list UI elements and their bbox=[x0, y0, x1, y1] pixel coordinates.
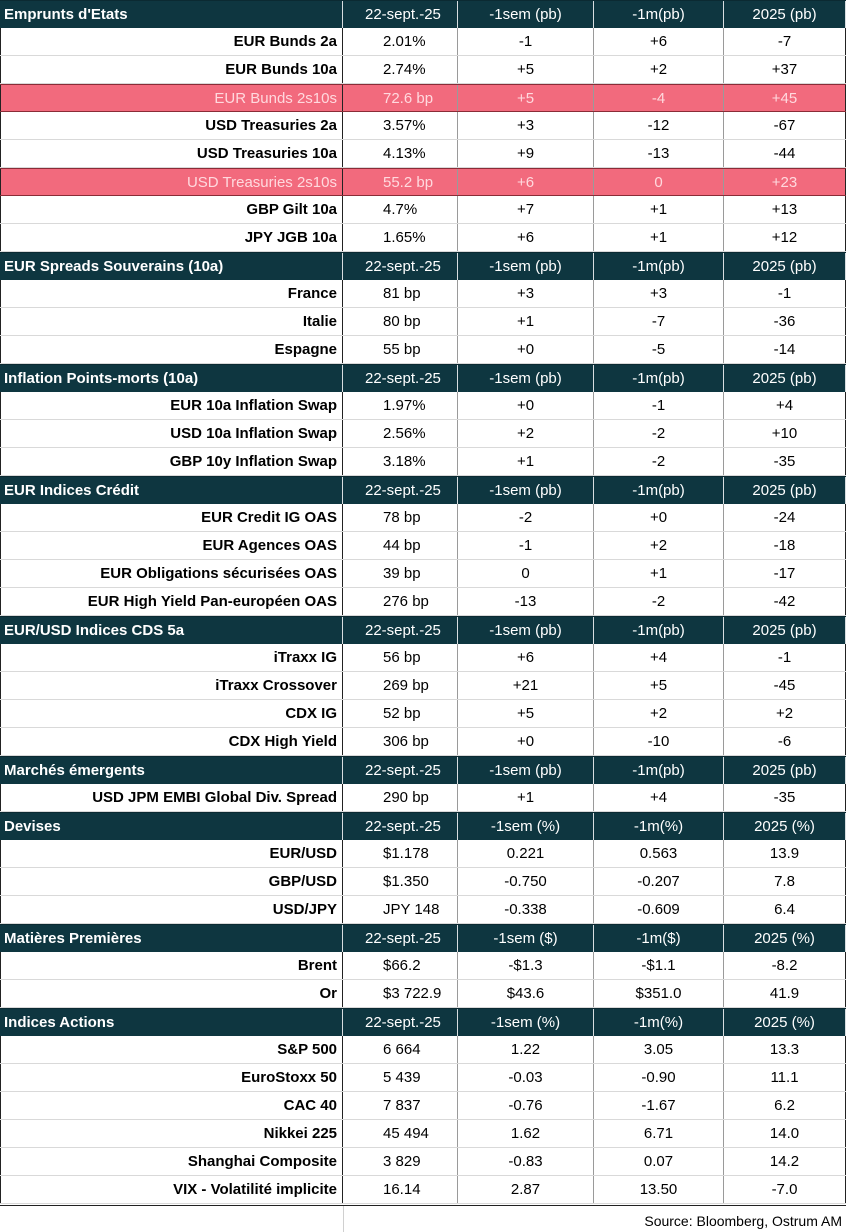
table-row bbox=[0, 336, 846, 364]
value-cell: 55 bp bbox=[343, 336, 458, 363]
value-cell: 78 bp bbox=[343, 504, 458, 531]
value-cell: -0.90 bbox=[594, 1064, 724, 1091]
table-row bbox=[0, 56, 846, 84]
column-header: 2025 (pb) bbox=[724, 477, 846, 504]
value-cell: 0 bbox=[594, 169, 724, 195]
value-cell: -0.338 bbox=[458, 896, 594, 923]
value-cell: 2.87 bbox=[458, 1176, 594, 1203]
row-label: iTraxx IG bbox=[0, 644, 343, 671]
column-header: 2025 (pb) bbox=[724, 1, 846, 28]
table-row bbox=[0, 672, 846, 700]
table-row bbox=[0, 224, 846, 252]
value-cell: +1 bbox=[458, 308, 594, 335]
column-header: 2025 (%) bbox=[724, 925, 846, 952]
table-row bbox=[0, 560, 846, 588]
row-label: VIX - Volatilité implicite bbox=[0, 1176, 343, 1203]
value-cell: -35 bbox=[724, 448, 846, 475]
column-header: -1m(pb) bbox=[594, 1, 724, 28]
value-cell: -1 bbox=[724, 280, 846, 307]
column-header: -1sem (pb) bbox=[458, 757, 594, 784]
column-header: -1m($) bbox=[594, 925, 724, 952]
value-cell: +23 bbox=[724, 169, 846, 195]
table-row bbox=[0, 952, 846, 980]
value-cell: 7 837 bbox=[343, 1092, 458, 1119]
column-header: -1m(pb) bbox=[594, 477, 724, 504]
value-cell: +10 bbox=[724, 420, 846, 447]
value-cell: +2 bbox=[594, 532, 724, 559]
value-cell: 4.7% bbox=[343, 196, 458, 223]
section-title: Indices Actions bbox=[0, 1009, 343, 1036]
value-cell: +2 bbox=[724, 700, 846, 727]
value-cell: 0.07 bbox=[594, 1148, 724, 1175]
value-cell: +3 bbox=[458, 112, 594, 139]
value-cell: 55.2 bp bbox=[343, 169, 458, 195]
value-cell: 6 664 bbox=[343, 1036, 458, 1063]
row-label: USD 10a Inflation Swap bbox=[0, 420, 343, 447]
table-row bbox=[0, 1064, 846, 1092]
value-cell: 14.2 bbox=[724, 1148, 846, 1175]
value-cell: +5 bbox=[458, 700, 594, 727]
row-label: EUR Agences OAS bbox=[0, 532, 343, 559]
value-cell: 5 439 bbox=[343, 1064, 458, 1091]
source-row bbox=[0, 1206, 846, 1232]
value-cell: -$1.1 bbox=[594, 952, 724, 979]
value-cell: -67 bbox=[724, 112, 846, 139]
value-cell: -1 bbox=[458, 532, 594, 559]
row-label: EUR/USD bbox=[0, 840, 343, 867]
table-row-highlighted bbox=[0, 84, 846, 112]
value-cell: 2.74% bbox=[343, 56, 458, 83]
value-cell: -13 bbox=[458, 588, 594, 615]
row-label: USD/JPY bbox=[0, 896, 343, 923]
value-cell: 52 bp bbox=[343, 700, 458, 727]
value-cell: JPY 148 bbox=[343, 896, 458, 923]
value-cell: -0.76 bbox=[458, 1092, 594, 1119]
section-header bbox=[0, 252, 846, 280]
value-cell: +5 bbox=[458, 56, 594, 83]
column-header: 2025 (%) bbox=[724, 1009, 846, 1036]
section-header bbox=[0, 0, 846, 28]
value-cell: +1 bbox=[594, 224, 724, 251]
section-title: Matières Premières bbox=[0, 925, 343, 952]
value-cell: 3.18% bbox=[343, 448, 458, 475]
column-header: 22-sept.-25 bbox=[343, 813, 458, 840]
value-cell: +6 bbox=[594, 28, 724, 55]
table-row bbox=[0, 1092, 846, 1120]
value-cell: -7 bbox=[724, 28, 846, 55]
column-header: 2025 (pb) bbox=[724, 365, 846, 392]
section-header bbox=[0, 364, 846, 392]
column-header: 2025 (pb) bbox=[724, 757, 846, 784]
row-label: GBP/USD bbox=[0, 868, 343, 895]
row-label: EUR Credit IG OAS bbox=[0, 504, 343, 531]
value-cell: -0.207 bbox=[594, 868, 724, 895]
table-row bbox=[0, 840, 846, 868]
column-header: 22-sept.-25 bbox=[343, 757, 458, 784]
value-cell: 41.9 bbox=[724, 980, 846, 1007]
value-cell: 44 bp bbox=[343, 532, 458, 559]
column-header: 22-sept.-25 bbox=[343, 1, 458, 28]
value-cell: $66.2 bbox=[343, 952, 458, 979]
table-row bbox=[0, 392, 846, 420]
row-label: GBP 10y Inflation Swap bbox=[0, 448, 343, 475]
table-row bbox=[0, 196, 846, 224]
column-header: 22-sept.-25 bbox=[343, 1009, 458, 1036]
table-row bbox=[0, 1148, 846, 1176]
section-title: EUR Spreads Souverains (10a) bbox=[0, 253, 343, 280]
column-header: 2025 (pb) bbox=[724, 253, 846, 280]
value-cell: +1 bbox=[594, 196, 724, 223]
row-label: GBP Gilt 10a bbox=[0, 196, 343, 223]
section-header bbox=[0, 812, 846, 840]
row-label: Brent bbox=[0, 952, 343, 979]
section-header bbox=[0, 924, 846, 952]
table-row bbox=[0, 644, 846, 672]
value-cell: 2.01% bbox=[343, 28, 458, 55]
value-cell: 3.05 bbox=[594, 1036, 724, 1063]
column-header: -1sem (pb) bbox=[458, 365, 594, 392]
row-label: CDX High Yield bbox=[0, 728, 343, 755]
value-cell: 3.57% bbox=[343, 112, 458, 139]
value-cell: 269 bp bbox=[343, 672, 458, 699]
column-header: 22-sept.-25 bbox=[343, 617, 458, 644]
row-label: JPY JGB 10a bbox=[0, 224, 343, 251]
value-cell: -44 bbox=[724, 140, 846, 167]
value-cell: -2 bbox=[594, 588, 724, 615]
column-header: -1m(pb) bbox=[594, 365, 724, 392]
value-cell: $3 722.9 bbox=[343, 980, 458, 1007]
column-header: -1sem (pb) bbox=[458, 617, 594, 644]
value-cell: -0.03 bbox=[458, 1064, 594, 1091]
value-cell: +6 bbox=[458, 169, 594, 195]
value-cell: +3 bbox=[594, 280, 724, 307]
value-cell: -5 bbox=[594, 336, 724, 363]
value-cell: +1 bbox=[458, 448, 594, 475]
table-row bbox=[0, 1120, 846, 1148]
section-title: EUR Indices Crédit bbox=[0, 477, 343, 504]
value-cell: +12 bbox=[724, 224, 846, 251]
column-header: 22-sept.-25 bbox=[343, 365, 458, 392]
row-label: Nikkei 225 bbox=[0, 1120, 343, 1147]
value-cell: -4 bbox=[594, 85, 724, 111]
value-cell: -0.83 bbox=[458, 1148, 594, 1175]
value-cell: -2 bbox=[594, 420, 724, 447]
row-label: EUR Bunds 2s10s bbox=[0, 85, 343, 111]
column-header: -1sem ($) bbox=[458, 925, 594, 952]
value-cell: +4 bbox=[594, 644, 724, 671]
value-cell: 13.50 bbox=[594, 1176, 724, 1203]
value-cell: $351.0 bbox=[594, 980, 724, 1007]
row-label: Espagne bbox=[0, 336, 343, 363]
value-cell: -0.609 bbox=[594, 896, 724, 923]
column-header: -1sem (pb) bbox=[458, 1, 594, 28]
row-label: USD JPM EMBI Global Div. Spread bbox=[0, 784, 343, 811]
row-label: CAC 40 bbox=[0, 1092, 343, 1119]
value-cell: 11.1 bbox=[724, 1064, 846, 1091]
value-cell: -1 bbox=[594, 392, 724, 419]
value-cell: +2 bbox=[458, 420, 594, 447]
value-cell: -7 bbox=[594, 308, 724, 335]
value-cell: +0 bbox=[458, 392, 594, 419]
column-header: 22-sept.-25 bbox=[343, 253, 458, 280]
value-cell: 276 bp bbox=[343, 588, 458, 615]
value-cell: 3 829 bbox=[343, 1148, 458, 1175]
value-cell: -10 bbox=[594, 728, 724, 755]
value-cell: -45 bbox=[724, 672, 846, 699]
value-cell: 72.6 bp bbox=[343, 85, 458, 111]
value-cell: 1.22 bbox=[458, 1036, 594, 1063]
value-cell: 56 bp bbox=[343, 644, 458, 671]
row-label: iTraxx Crossover bbox=[0, 672, 343, 699]
value-cell: -24 bbox=[724, 504, 846, 531]
value-cell: 6.4 bbox=[724, 896, 846, 923]
value-cell: +2 bbox=[594, 56, 724, 83]
value-cell: 6.2 bbox=[724, 1092, 846, 1119]
value-cell: 13.3 bbox=[724, 1036, 846, 1063]
row-label: EUR Bunds 10a bbox=[0, 56, 343, 83]
value-cell: 1.97% bbox=[343, 392, 458, 419]
table-row bbox=[0, 1176, 846, 1204]
value-cell: +4 bbox=[594, 784, 724, 811]
value-cell: 306 bp bbox=[343, 728, 458, 755]
column-header: -1m(%) bbox=[594, 1009, 724, 1036]
table-row bbox=[0, 980, 846, 1008]
row-label: Italie bbox=[0, 308, 343, 335]
value-cell: +5 bbox=[458, 85, 594, 111]
column-header: -1sem (%) bbox=[458, 1009, 594, 1036]
row-label: USD Treasuries 2s10s bbox=[0, 169, 343, 195]
value-cell: -6 bbox=[724, 728, 846, 755]
column-header: 2025 (%) bbox=[724, 813, 846, 840]
table-row bbox=[0, 308, 846, 336]
value-cell: +4 bbox=[724, 392, 846, 419]
table-row bbox=[0, 868, 846, 896]
row-label: USD Treasuries 2a bbox=[0, 112, 343, 139]
column-header: -1sem (pb) bbox=[458, 253, 594, 280]
value-cell: -2 bbox=[458, 504, 594, 531]
value-cell: +2 bbox=[594, 700, 724, 727]
column-divider bbox=[343, 1206, 344, 1232]
column-header: -1m(pb) bbox=[594, 253, 724, 280]
table-row bbox=[0, 728, 846, 756]
section-title: Emprunts d'Etats bbox=[0, 1, 343, 28]
section-title: Marchés émergents bbox=[0, 757, 343, 784]
table-row bbox=[0, 504, 846, 532]
value-cell: 4.13% bbox=[343, 140, 458, 167]
value-cell: +21 bbox=[458, 672, 594, 699]
value-cell: 13.9 bbox=[724, 840, 846, 867]
section-header bbox=[0, 616, 846, 644]
value-cell: +0 bbox=[458, 728, 594, 755]
value-cell: -2 bbox=[594, 448, 724, 475]
table-row bbox=[0, 1036, 846, 1064]
row-label: EUR Obligations sécurisées OAS bbox=[0, 560, 343, 587]
value-cell: 6.71 bbox=[594, 1120, 724, 1147]
value-cell: +6 bbox=[458, 644, 594, 671]
value-cell: $1.350 bbox=[343, 868, 458, 895]
table-row bbox=[0, 532, 846, 560]
table-row bbox=[0, 588, 846, 616]
column-header: -1m(pb) bbox=[594, 617, 724, 644]
column-header: 22-sept.-25 bbox=[343, 925, 458, 952]
row-label: France bbox=[0, 280, 343, 307]
value-cell: 7.8 bbox=[724, 868, 846, 895]
row-label: Or bbox=[0, 980, 343, 1007]
table-row-highlighted bbox=[0, 168, 846, 196]
value-cell: 39 bp bbox=[343, 560, 458, 587]
value-cell: 290 bp bbox=[343, 784, 458, 811]
value-cell: -18 bbox=[724, 532, 846, 559]
column-header: -1m(pb) bbox=[594, 757, 724, 784]
value-cell: -$1.3 bbox=[458, 952, 594, 979]
value-cell: +5 bbox=[594, 672, 724, 699]
value-cell: -36 bbox=[724, 308, 846, 335]
value-cell: $43.6 bbox=[458, 980, 594, 1007]
row-label: USD Treasuries 10a bbox=[0, 140, 343, 167]
value-cell: -1.67 bbox=[594, 1092, 724, 1119]
value-cell: 1.65% bbox=[343, 224, 458, 251]
value-cell: +0 bbox=[594, 504, 724, 531]
column-header: 22-sept.-25 bbox=[343, 477, 458, 504]
value-cell: +9 bbox=[458, 140, 594, 167]
table-row bbox=[0, 700, 846, 728]
value-cell: 0.221 bbox=[458, 840, 594, 867]
value-cell: 0.563 bbox=[594, 840, 724, 867]
value-cell: -8.2 bbox=[724, 952, 846, 979]
column-header: -1sem (%) bbox=[458, 813, 594, 840]
row-label: EuroStoxx 50 bbox=[0, 1064, 343, 1091]
section-header bbox=[0, 1008, 846, 1036]
column-header: -1m(%) bbox=[594, 813, 724, 840]
value-cell: 14.0 bbox=[724, 1120, 846, 1147]
column-header: 2025 (pb) bbox=[724, 617, 846, 644]
value-cell: 80 bp bbox=[343, 308, 458, 335]
value-cell: 81 bp bbox=[343, 280, 458, 307]
value-cell: 16.14 bbox=[343, 1176, 458, 1203]
value-cell: -12 bbox=[594, 112, 724, 139]
column-header: -1sem (pb) bbox=[458, 477, 594, 504]
value-cell: +6 bbox=[458, 224, 594, 251]
value-cell: +37 bbox=[724, 56, 846, 83]
value-cell: -42 bbox=[724, 588, 846, 615]
value-cell: -17 bbox=[724, 560, 846, 587]
value-cell: +0 bbox=[458, 336, 594, 363]
row-label: EUR 10a Inflation Swap bbox=[0, 392, 343, 419]
value-cell: -7.0 bbox=[724, 1176, 846, 1203]
row-label: EUR High Yield Pan-européen OAS bbox=[0, 588, 343, 615]
value-cell: +1 bbox=[458, 784, 594, 811]
table-row bbox=[0, 784, 846, 812]
value-cell: -0.750 bbox=[458, 868, 594, 895]
row-label: EUR Bunds 2a bbox=[0, 28, 343, 55]
table-row bbox=[0, 420, 846, 448]
value-cell: 0 bbox=[458, 560, 594, 587]
value-cell: +3 bbox=[458, 280, 594, 307]
value-cell: +45 bbox=[724, 85, 846, 111]
section-header bbox=[0, 476, 846, 504]
table-row bbox=[0, 280, 846, 308]
value-cell: 1.62 bbox=[458, 1120, 594, 1147]
value-cell: -1 bbox=[724, 644, 846, 671]
section-header bbox=[0, 756, 846, 784]
table-row bbox=[0, 448, 846, 476]
value-cell: +7 bbox=[458, 196, 594, 223]
table-row bbox=[0, 140, 846, 168]
value-cell: -35 bbox=[724, 784, 846, 811]
section-title: Devises bbox=[0, 813, 343, 840]
source-note: Source: Bloomberg, Ostrum AM bbox=[644, 1213, 842, 1229]
value-cell: -13 bbox=[594, 140, 724, 167]
section-title: Inflation Points-morts (10a) bbox=[0, 365, 343, 392]
value-cell: -1 bbox=[458, 28, 594, 55]
value-cell: -14 bbox=[724, 336, 846, 363]
value-cell: 45 494 bbox=[343, 1120, 458, 1147]
value-cell: +1 bbox=[594, 560, 724, 587]
value-cell: $1.178 bbox=[343, 840, 458, 867]
table-row bbox=[0, 112, 846, 140]
table-row bbox=[0, 28, 846, 56]
row-label: CDX IG bbox=[0, 700, 343, 727]
section-title: EUR/USD Indices CDS 5a bbox=[0, 617, 343, 644]
table-row bbox=[0, 896, 846, 924]
row-label: Shanghai Composite bbox=[0, 1148, 343, 1175]
row-label: S&P 500 bbox=[0, 1036, 343, 1063]
value-cell: +13 bbox=[724, 196, 846, 223]
value-cell: 2.56% bbox=[343, 420, 458, 447]
